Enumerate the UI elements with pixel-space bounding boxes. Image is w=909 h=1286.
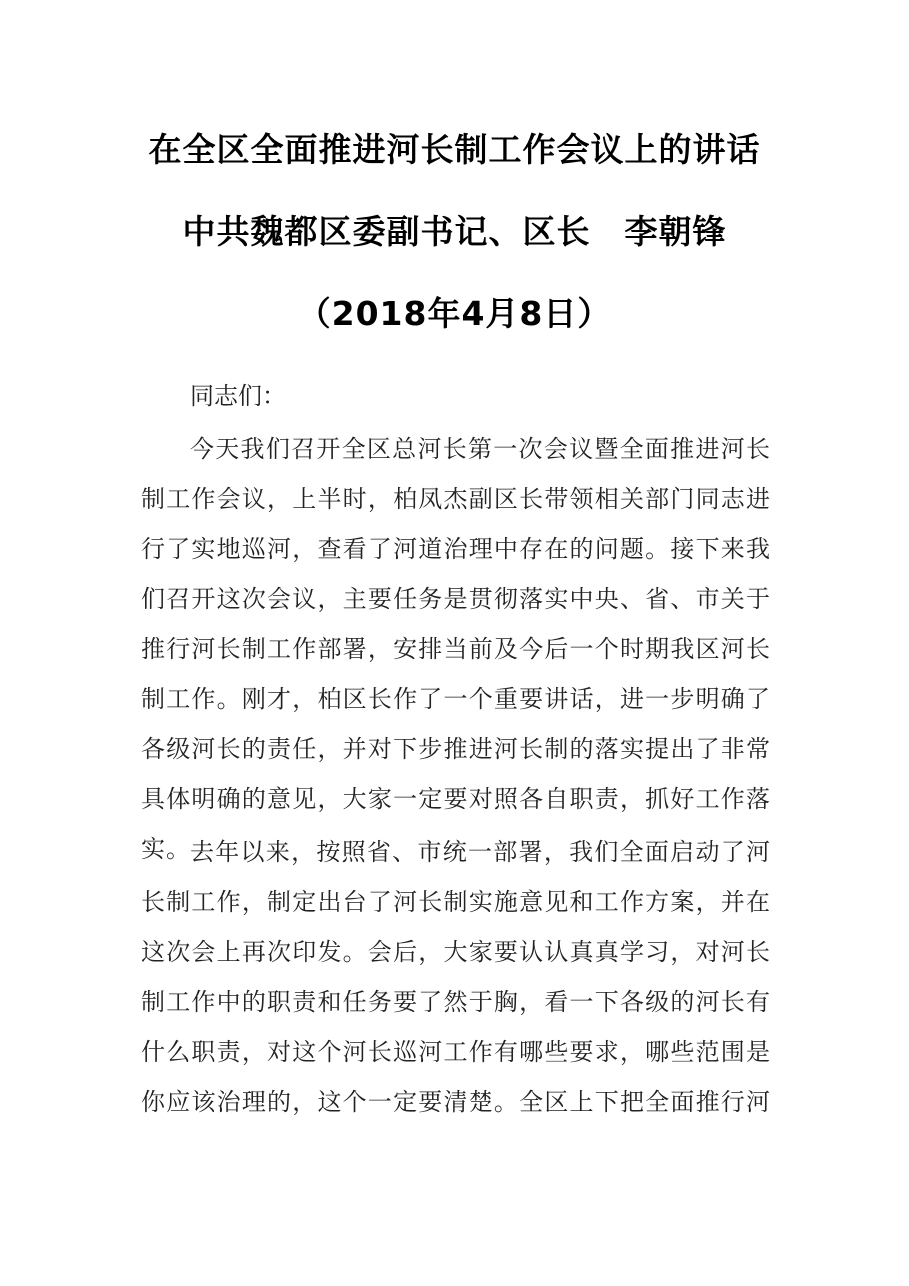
paragraph-line: 各级河长的责任，并对下步推进河长制的落实提出了非常 bbox=[141, 735, 771, 763]
paragraph-line: 实。 bbox=[141, 835, 191, 863]
speech-date: （2018年4月8日） bbox=[297, 294, 612, 333]
salutation: 同志们： bbox=[190, 382, 286, 410]
paragraph-line: 你应该治理的，这个一定要清楚。全区上下把全面推行河 bbox=[141, 1088, 771, 1116]
paragraph-line: 制工作。刚才，柏区长作了一个重要讲话，进一步明确了 bbox=[141, 685, 771, 713]
paragraph-line: 今天我们召开全区总河长第一次会议暨全面推进河长 bbox=[190, 435, 771, 463]
paragraph-line: 具体明确的意见，大家一定要对照各自职责，抓好工作落 bbox=[141, 785, 771, 813]
speaker-line: 中共魏都区委副书记、区长 李朝锋 bbox=[182, 212, 727, 251]
paragraph-line: 制工作中的职责和任务要了然于胸，看一下各级的河长有 bbox=[141, 988, 771, 1016]
paragraph-line: 行了实地巡河，查看了河道治理中存在的问题。接下来我 bbox=[141, 535, 771, 563]
paragraph-line: 长制工作，制定出台了河长制实施意见和工作方案，并在 bbox=[141, 888, 771, 916]
paragraph-1 bbox=[141, 424, 771, 874]
paragraph-line: 制工作会议，上半时，柏凤杰副区长带领相关部门同志进 bbox=[141, 485, 771, 513]
paragraph-line: 什么职责，对这个河长巡河工作有哪些要求，哪些范围是 bbox=[141, 1038, 771, 1066]
paragraph-line: 们召开这次会议，主要任务是贯彻落实中央、省、市关于 bbox=[141, 585, 771, 613]
paragraph-line: 推行河长制工作部署，安排当前及今后一个时期我区河长 bbox=[141, 635, 771, 663]
document-title: 在全区全面推进河长制工作会议上的讲话 bbox=[148, 130, 761, 169]
paragraph-2 bbox=[141, 827, 771, 1127]
paragraph-line: 这次会上再次印发。会后，大家要认认真真学习，对河长 bbox=[141, 938, 771, 966]
paragraph-line: 去年以来，按照省、市统一部署，我们全面启动了河 bbox=[190, 838, 771, 866]
